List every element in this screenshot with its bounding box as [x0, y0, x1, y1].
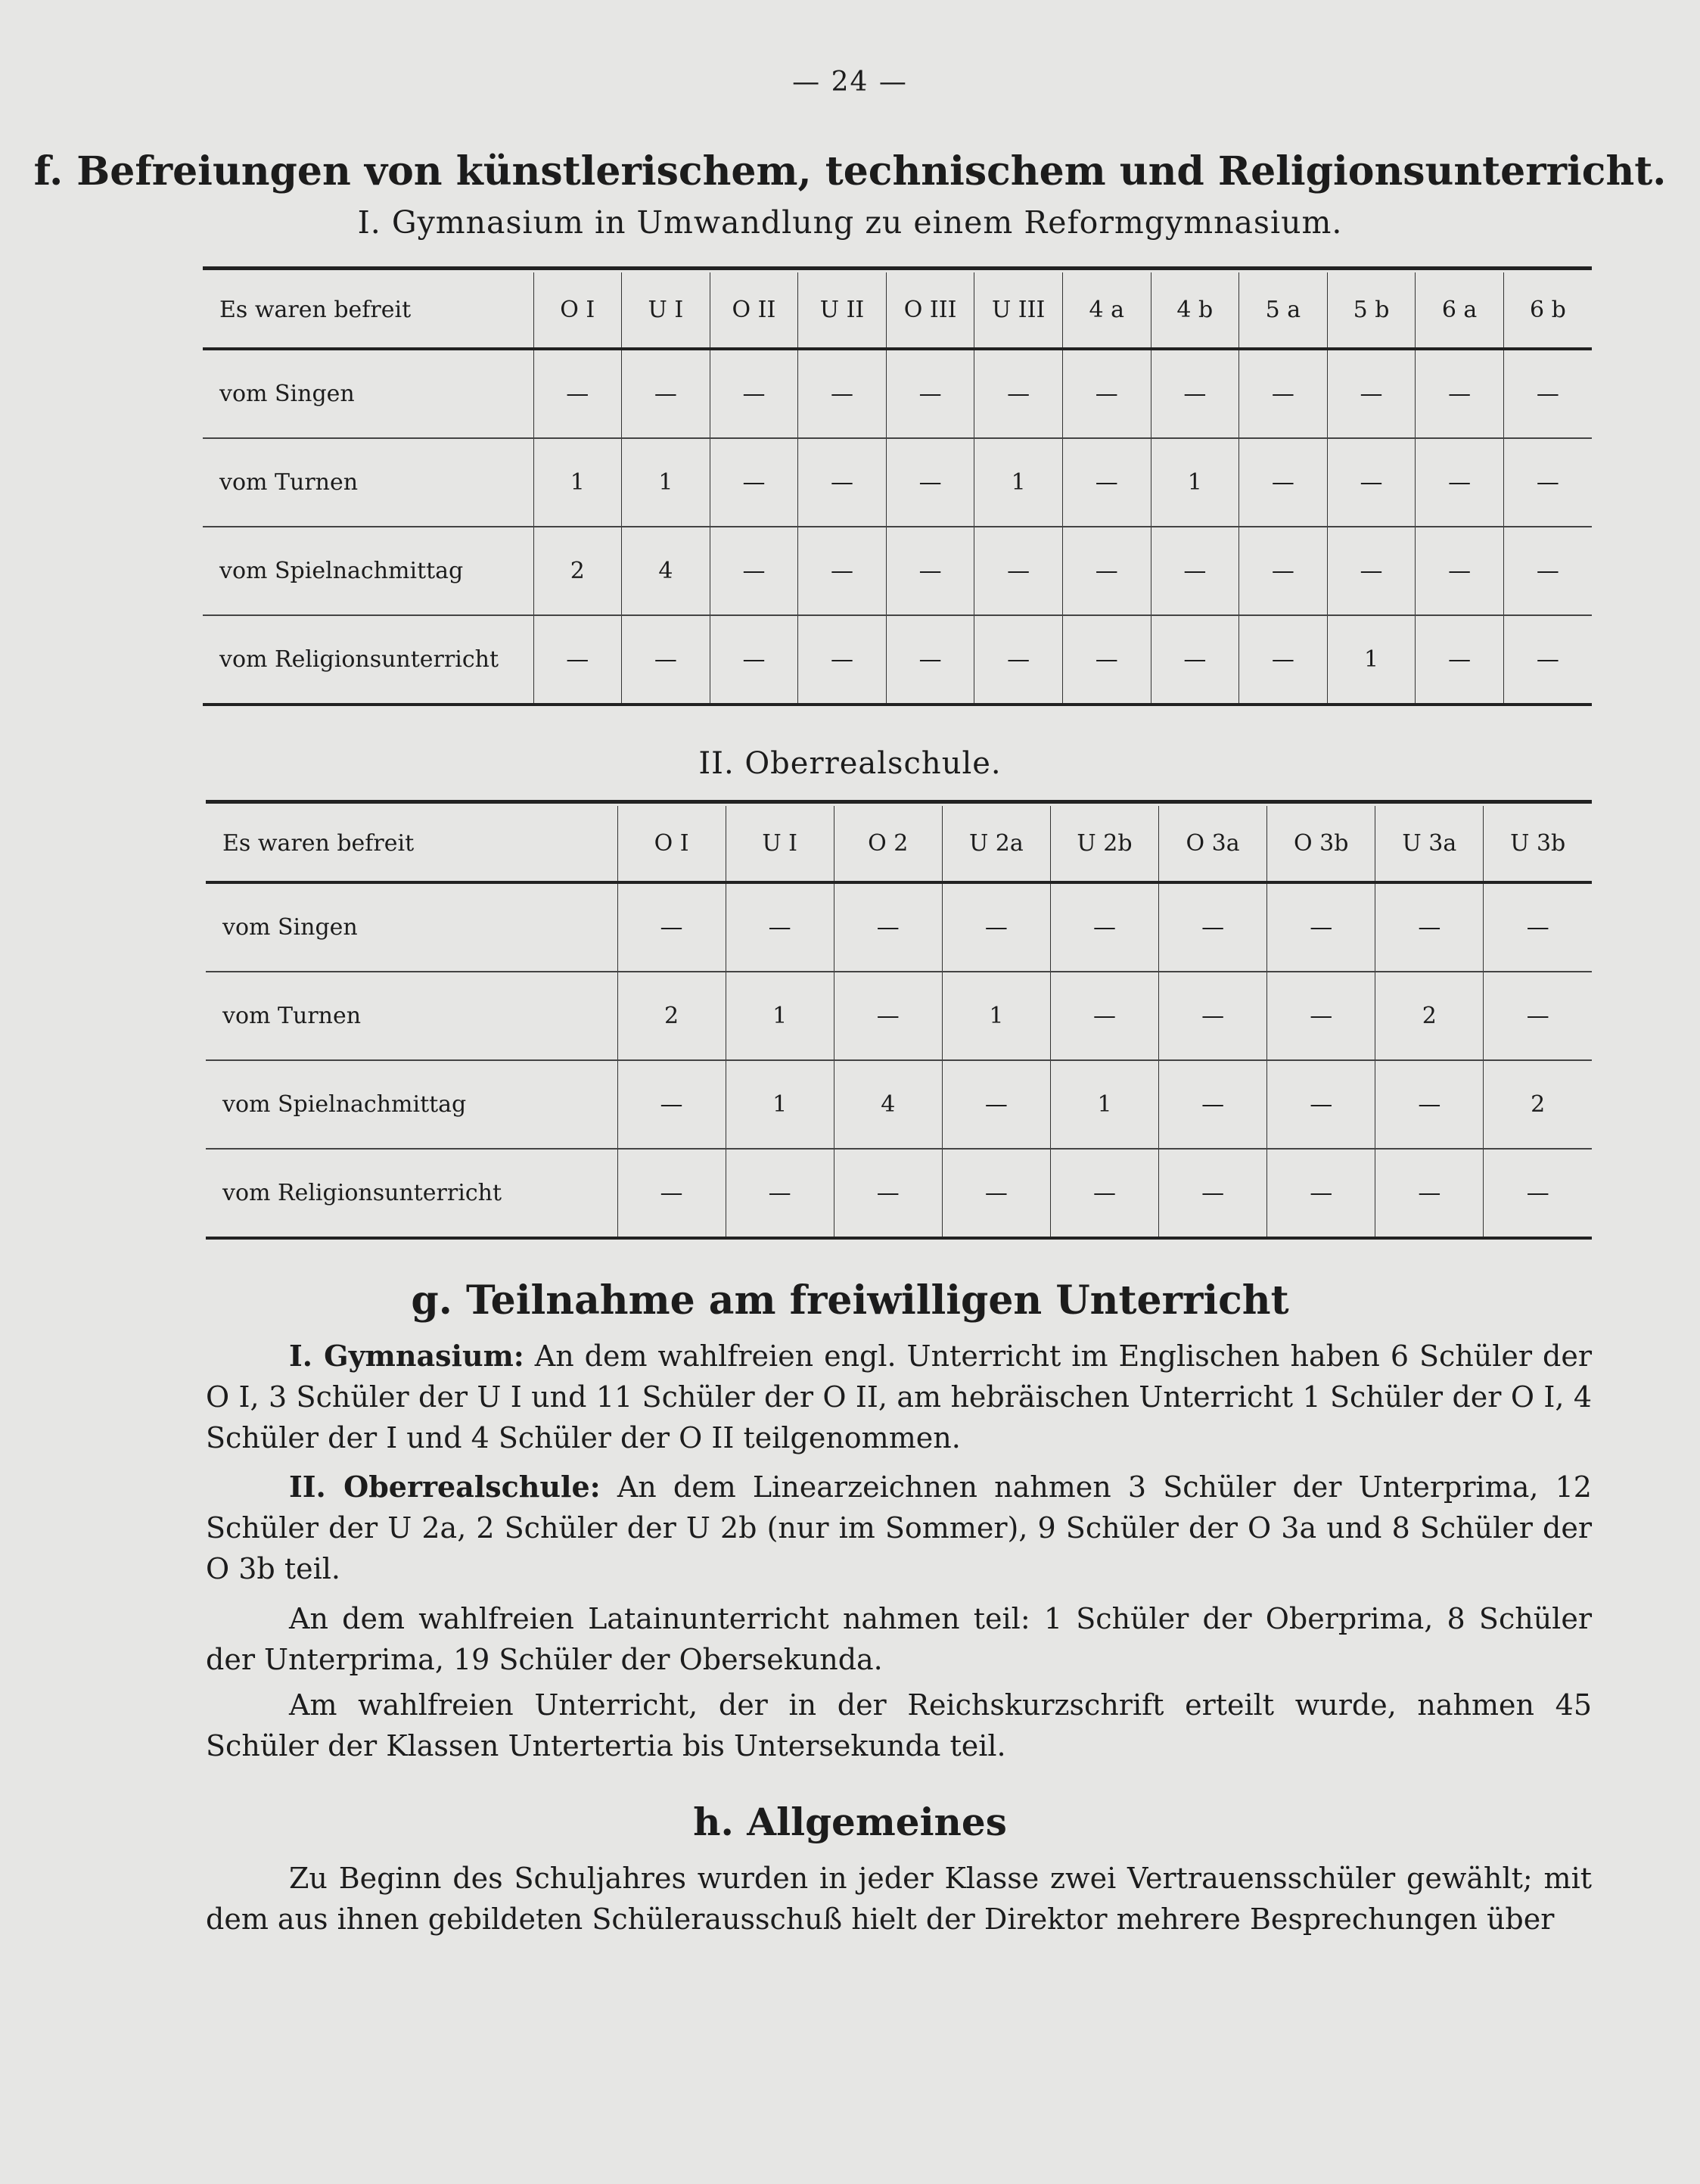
table-cell: 1: [1151, 438, 1239, 527]
table-row: [203, 438, 1592, 527]
section-f-title: f. Befreiungen von künstlerischem, technischem und Religionsunterricht.: [33, 148, 1667, 194]
table-header-cell: U 2b: [1050, 806, 1158, 882]
table-cell: —: [1062, 527, 1151, 615]
row-label: vom Spielnachmittag: [219, 558, 464, 584]
table-oberrealschule: [206, 806, 1592, 1240]
table-header-cell: U I: [622, 272, 710, 349]
page-number: — 24 —: [792, 67, 908, 98]
table-cell: 4: [622, 527, 710, 615]
table-header-cell: 5 b: [1327, 272, 1416, 349]
table-row: [203, 527, 1592, 615]
table-cell: —: [1375, 1149, 1484, 1238]
table-cell: —: [1050, 972, 1158, 1060]
table-cell: —: [1159, 1060, 1267, 1149]
table-cell: 1: [533, 438, 622, 527]
table-cell: —: [1050, 1149, 1158, 1238]
table-header-cell: U 3a: [1375, 806, 1484, 882]
paragraph-lead: I. Gymnasium:: [289, 1339, 524, 1373]
row-label: vom Religionsunterricht: [222, 1180, 502, 1206]
table-cell: —: [1062, 615, 1151, 705]
table-cell: 1: [942, 972, 1050, 1060]
table-cell: —: [1267, 882, 1375, 972]
table-cell: —: [1484, 882, 1592, 972]
table-cell: —: [710, 527, 798, 615]
table-cell: —: [710, 349, 798, 438]
table-row: [203, 615, 1592, 705]
table-cell: —: [974, 349, 1063, 438]
paragraph-text: Am wahlfreien Unterricht, der in der Reichskurzschrift erteilt wurde, nahmen 45 Schüler der Klassen Untertertia bis Untersekunda teil.: [206, 1688, 1592, 1762]
row-label: vom Turnen: [219, 469, 359, 496]
table-cell: 2: [1375, 972, 1484, 1060]
table-row: [206, 1060, 1592, 1149]
table-cell: —: [1503, 349, 1592, 438]
section-h-title: h. Allgemeines: [693, 1800, 1007, 1844]
table-header-cell: 4 b: [1151, 272, 1239, 349]
table-cell: —: [533, 349, 622, 438]
table-header-cell: 4 a: [1062, 272, 1151, 349]
table-header-label: Es waren befreit: [203, 272, 533, 349]
table-cell: —: [1239, 615, 1328, 705]
table-cell: —: [886, 349, 974, 438]
paragraph-gymnasium: [206, 1336, 1592, 1458]
table-cell: —: [798, 527, 887, 615]
table-header-cell: O 3a: [1159, 806, 1267, 882]
paragraph-text: An dem wahlfreien engl. Unterricht im Englischen haben 6 Schüler der O I, 3 Schüler der U I und 11 Schüler der O II, am hebräischen Unterricht 1 Schüler der O I, 4 Schüler der I und 4 Schüler der O II teilgenommen.: [206, 1339, 1592, 1454]
table-cell: —: [1327, 349, 1416, 438]
table-header-row: [206, 806, 1592, 882]
table-cell: —: [1267, 972, 1375, 1060]
row-label: vom Singen: [222, 914, 358, 941]
table-cell: —: [886, 615, 974, 705]
table-cell: —: [1375, 1060, 1484, 1149]
table-cell: —: [1327, 527, 1416, 615]
table-cell: —: [1159, 882, 1267, 972]
section-f-subtitle-gymnasium: I. Gymnasium in Umwandlung zu einem Reformgymnasium.: [357, 204, 1343, 241]
table-header-cell: 5 a: [1239, 272, 1328, 349]
table-gymnasium-top-rule: [203, 266, 1592, 270]
table-cell: —: [1239, 527, 1328, 615]
table-cell: —: [726, 1149, 834, 1238]
table-cell: —: [942, 1149, 1050, 1238]
table-cell: —: [1375, 882, 1484, 972]
table-cell: —: [798, 349, 887, 438]
paragraph-text: An dem wahlfreien Latainunterricht nahmen teil: 1 Schüler der Oberprima, 8 Schüler der Unterprima, 19 Schüler der Obersekunda.: [206, 1602, 1592, 1676]
table-cell: 2: [533, 527, 622, 615]
table-cell: —: [942, 1060, 1050, 1149]
table-cell: 1: [622, 438, 710, 527]
table-cell: —: [1062, 349, 1151, 438]
table-gymnasium: [203, 272, 1592, 706]
table-cell: —: [1503, 615, 1592, 705]
row-label: vom Religionsunterricht: [219, 646, 499, 673]
table-cell: 1: [726, 1060, 834, 1149]
table-cell: —: [1503, 527, 1592, 615]
table-header-cell: O 3b: [1267, 806, 1375, 882]
table-cell: —: [974, 615, 1063, 705]
table-header-cell: O I: [617, 806, 726, 882]
paragraph-oberrealschule: [206, 1467, 1592, 1589]
table-cell: —: [622, 349, 710, 438]
table-cell: —: [1050, 882, 1158, 972]
row-label: vom Spielnachmittag: [222, 1091, 467, 1118]
table-cell: —: [710, 615, 798, 705]
table-cell: 1: [1050, 1060, 1158, 1149]
table-cell: —: [1062, 438, 1151, 527]
table-header-cell: O III: [886, 272, 974, 349]
table-header-cell: O II: [710, 272, 798, 349]
table-header-cell: O I: [533, 272, 622, 349]
paragraph-lead: II. Oberrealschule:: [289, 1470, 601, 1504]
table-cell: —: [1416, 527, 1504, 615]
table-cell: —: [798, 615, 887, 705]
table-header-cell: O 2: [834, 806, 942, 882]
table-cell: —: [726, 882, 834, 972]
table-cell: —: [1239, 349, 1328, 438]
table-header-cell: 6 a: [1416, 272, 1504, 349]
paragraph-kurzschrift: [206, 1685, 1592, 1766]
table-cell: —: [617, 1149, 726, 1238]
table-header-label: Es waren befreit: [206, 806, 617, 882]
table-cell: —: [886, 438, 974, 527]
table-header-cell: U 2a: [942, 806, 1050, 882]
table-header-cell: 6 b: [1503, 272, 1592, 349]
table-cell: —: [1267, 1060, 1375, 1149]
table-row: [203, 349, 1592, 438]
section-g-title: g. Teilnahme am freiwilligen Unterricht: [411, 1277, 1289, 1324]
table-cell: 2: [1484, 1060, 1592, 1149]
table-row: [206, 972, 1592, 1060]
table-cell: 2: [617, 972, 726, 1060]
table-cell: —: [533, 615, 622, 705]
table-cell: —: [798, 438, 887, 527]
table-header-cell: U III: [974, 272, 1063, 349]
table-header-cell: U 3b: [1484, 806, 1592, 882]
table-cell: 1: [1327, 615, 1416, 705]
table-row: [206, 1149, 1592, 1238]
table-cell: 4: [834, 1060, 942, 1149]
table-cell: —: [1159, 972, 1267, 1060]
table-cell: —: [1151, 527, 1239, 615]
paragraph-allgemeines: [206, 1858, 1592, 1940]
table-cell: —: [974, 527, 1063, 615]
table-cell: —: [1267, 1149, 1375, 1238]
table-cell: —: [1327, 438, 1416, 527]
table-cell: —: [1503, 438, 1592, 527]
table-cell: —: [622, 615, 710, 705]
section-f-subtitle-oberrealschule: II. Oberrealschule.: [698, 746, 1002, 781]
table-cell: —: [1151, 349, 1239, 438]
table-header-cell: U II: [798, 272, 887, 349]
table-cell: —: [942, 882, 1050, 972]
table-cell: —: [834, 972, 942, 1060]
table-cell: —: [1151, 615, 1239, 705]
paragraph-text: An dem Linearzeichnen nahmen 3 Schüler der Unterprima, 12 Schüler der U 2a, 2 Schüler der U 2b (nur im Sommer), 9 Schüler der O 3a und 8 Schüler der O 3b teil.: [206, 1470, 1592, 1585]
table-cell: —: [617, 1060, 726, 1149]
table-cell: —: [1159, 1149, 1267, 1238]
table-header-row: [203, 272, 1592, 349]
table-cell: —: [617, 882, 726, 972]
table-cell: 1: [974, 438, 1063, 527]
table-cell: —: [710, 438, 798, 527]
row-label: vom Turnen: [222, 1003, 362, 1029]
table-header-cell: U I: [726, 806, 834, 882]
table-cell: —: [1416, 615, 1504, 705]
table-cell: —: [1484, 972, 1592, 1060]
table-oberrealschule-top-rule: [206, 800, 1592, 804]
row-label: vom Singen: [219, 381, 355, 407]
table-cell: —: [834, 882, 942, 972]
table-cell: —: [1484, 1149, 1592, 1238]
table-cell: —: [1239, 438, 1328, 527]
table-cell: 1: [726, 972, 834, 1060]
table-cell: —: [1416, 349, 1504, 438]
table-cell: —: [886, 527, 974, 615]
paragraph-latein: [206, 1598, 1592, 1680]
table-cell: —: [1416, 438, 1504, 527]
paragraph-text: Zu Beginn des Schuljahres wurden in jeder Klasse zwei Vertrauensschüler gewählt; mit dem aus ihnen gebildeten Schülerausschuß hielt der Direktor mehrere Besprechungen über: [206, 1862, 1592, 1936]
table-row: [206, 882, 1592, 972]
table-cell: —: [834, 1149, 942, 1238]
